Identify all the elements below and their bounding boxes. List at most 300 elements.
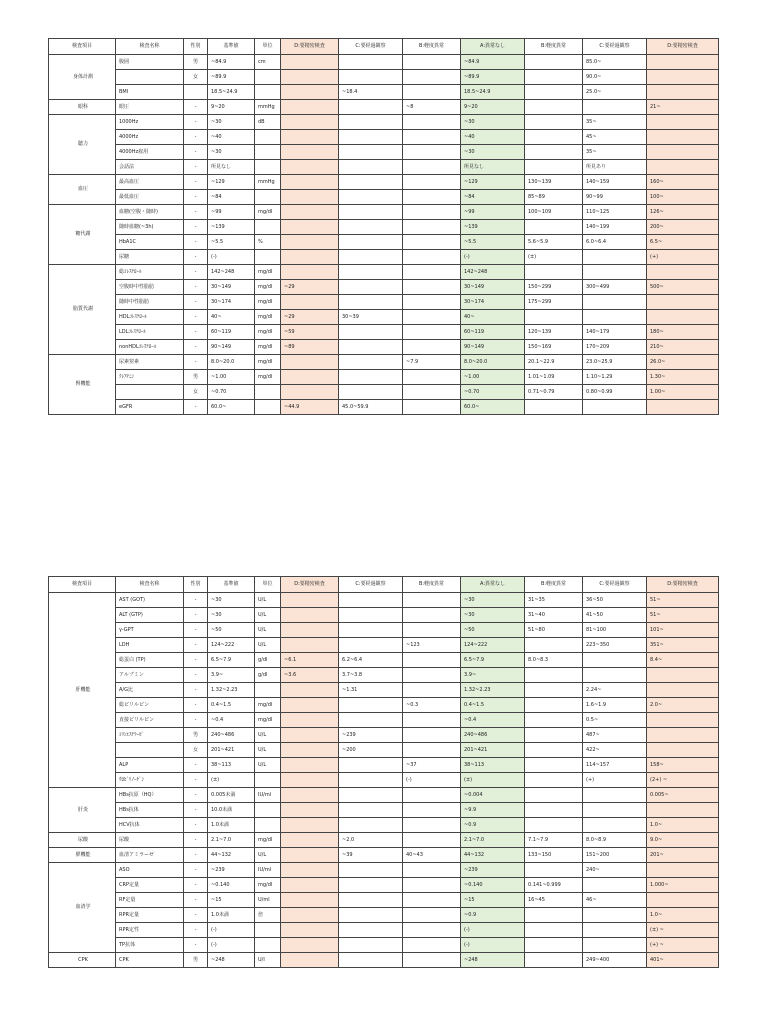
table-cell [281, 713, 339, 728]
table-cell [339, 325, 403, 340]
table-cell [525, 130, 583, 145]
table-cell [403, 863, 461, 878]
table-row [49, 100, 719, 115]
table-cell: 90~149 [461, 340, 525, 355]
table-cell [281, 698, 339, 713]
table-cell: 1.32~2.23 [461, 683, 525, 698]
table-row [49, 593, 719, 608]
table-cell: - [184, 325, 208, 340]
table-cell: HCV抗体 [116, 818, 184, 833]
table-cell [583, 250, 647, 265]
table-cell: 201~421 [208, 743, 255, 758]
table-cell [281, 863, 339, 878]
table-cell: 110~125 [583, 205, 647, 220]
table-cell: 女 [184, 385, 208, 400]
table-cell: 2.0~ [647, 698, 719, 713]
column-header: 性別 [184, 577, 208, 593]
table-cell: ~89.9 [461, 70, 525, 85]
table-cell: - [184, 235, 208, 250]
table-cell: RPR定性 [116, 923, 184, 938]
table-cell: 180~ [647, 325, 719, 340]
table-cell [403, 310, 461, 325]
category-cell: 糖代謝 [49, 205, 116, 265]
table-cell: 142~248 [461, 265, 525, 280]
table-cell: - [184, 608, 208, 623]
table-cell: 随時血糖(~3h) [116, 220, 184, 235]
table-cell [525, 818, 583, 833]
table-cell: - [184, 280, 208, 295]
table-cell [583, 668, 647, 683]
table-cell: (-) [461, 250, 525, 265]
table-cell [525, 145, 583, 160]
table-row [49, 758, 719, 773]
table-cell [525, 310, 583, 325]
table-cell: ~15 [461, 893, 525, 908]
table-cell: 170~209 [583, 340, 647, 355]
table-cell: 最低血圧 [116, 190, 184, 205]
category-cell: 血清学 [49, 863, 116, 953]
table-cell [403, 938, 461, 953]
table-row [49, 878, 719, 893]
table-cell: (-) [403, 773, 461, 788]
table-cell: 2.1~7.0 [208, 833, 255, 848]
table-cell [647, 85, 719, 100]
table-row [49, 310, 719, 325]
table-cell [255, 70, 281, 85]
table-cell [525, 638, 583, 653]
table-cell [184, 85, 208, 100]
table-cell: 30~149 [208, 280, 255, 295]
table-cell [403, 70, 461, 85]
table-cell: mmHg [255, 175, 281, 190]
table-cell [525, 758, 583, 773]
table-cell [403, 85, 461, 100]
table-cell [339, 638, 403, 653]
table-cell: BMI [116, 85, 184, 100]
table-cell: 500~ [647, 280, 719, 295]
table-cell [525, 773, 583, 788]
table-cell: ~129 [461, 175, 525, 190]
table-cell [403, 340, 461, 355]
table-cell [403, 385, 461, 400]
table-cell [525, 863, 583, 878]
table-row [49, 250, 719, 265]
table-cell [403, 400, 461, 415]
table-cell: 101~ [647, 623, 719, 638]
table-cell: ~5.5 [461, 235, 525, 250]
table-row [49, 953, 719, 968]
table-cell: 40~ [208, 310, 255, 325]
table-cell [525, 160, 583, 175]
table-cell: ~30 [208, 115, 255, 130]
table-cell: U/L [255, 593, 281, 608]
table-cell: 422~ [583, 743, 647, 758]
table-cell: 1.00~ [647, 385, 719, 400]
table-cell: (+) ~ [647, 938, 719, 953]
table-cell: 31~35 [525, 593, 583, 608]
table-cell: (±) ~ [647, 923, 719, 938]
table-cell: - [184, 758, 208, 773]
table-cell [339, 295, 403, 310]
table-cell [116, 743, 184, 758]
table-cell: 51~80 [525, 623, 583, 638]
table-cell [339, 385, 403, 400]
table-cell: アルブミン [116, 668, 184, 683]
table-cell [525, 728, 583, 743]
table-cell: g/dl [255, 668, 281, 683]
table-cell: - [184, 803, 208, 818]
table-cell: 151~200 [583, 848, 647, 863]
table-cell: LDH [116, 638, 184, 653]
table-cell [583, 295, 647, 310]
table-cell [281, 160, 339, 175]
table-cell: RF定量 [116, 893, 184, 908]
table-cell: - [184, 938, 208, 953]
table-cell: 249~400 [583, 953, 647, 968]
table-cell: 9~20 [208, 100, 255, 115]
table-cell: 487~ [583, 728, 647, 743]
table-cell [339, 130, 403, 145]
table-cell: 18.5~24.9 [208, 85, 255, 100]
table-cell: 85.0~ [583, 55, 647, 70]
table-cell: (+) [647, 250, 719, 265]
table-row [49, 145, 719, 160]
table-row [49, 833, 719, 848]
table-cell: ~99 [461, 205, 525, 220]
table-cell: 0.4~1.5 [208, 698, 255, 713]
category-cell: 脂質代謝 [49, 265, 116, 355]
table-cell [403, 878, 461, 893]
table-cell: nonHDLｺﾚｽﾃﾛｰﾙ [116, 340, 184, 355]
table-cell [647, 70, 719, 85]
table-cell: 30~174 [208, 295, 255, 310]
table-cell: ~139 [461, 220, 525, 235]
table-cell: 124~222 [461, 638, 525, 653]
table-cell: 1.32~2.23 [208, 683, 255, 698]
table-cell [525, 788, 583, 803]
column-header: 単位 [255, 577, 281, 593]
table-cell [339, 220, 403, 235]
table-row [49, 160, 719, 175]
table-cell: 男 [184, 370, 208, 385]
table-cell: (-) [461, 938, 525, 953]
table-cell [403, 280, 461, 295]
table-cell [647, 295, 719, 310]
category-cell: 血圧 [49, 175, 116, 205]
table-cell [403, 803, 461, 818]
table-cell: ~1.00 [461, 370, 525, 385]
table-cell: ~1.00 [208, 370, 255, 385]
table-cell [403, 893, 461, 908]
table-row [49, 668, 719, 683]
table-cell: ~30 [461, 608, 525, 623]
table-cell: ~7.9 [403, 355, 461, 370]
table-cell: RPR定量 [116, 908, 184, 923]
table-cell: 随時中性脂肪 [116, 295, 184, 310]
table-cell [281, 115, 339, 130]
table-cell [339, 803, 403, 818]
table-cell: HbA1C [116, 235, 184, 250]
table-cell [583, 265, 647, 280]
table-cell [525, 743, 583, 758]
column-header: B:軽度異常 [403, 577, 461, 593]
table-row [49, 698, 719, 713]
table-cell: (-) [208, 938, 255, 953]
table-cell: 所見あり [583, 160, 647, 175]
table-cell: U/L [255, 608, 281, 623]
table-cell: - [184, 250, 208, 265]
table-cell [339, 70, 403, 85]
table-cell: 2.24~ [583, 683, 647, 698]
table-cell: ~89 [281, 340, 339, 355]
table-cell [403, 653, 461, 668]
table-cell: ~5.5 [208, 235, 255, 250]
table-row [49, 608, 719, 623]
table-cell [403, 190, 461, 205]
table-row [49, 325, 719, 340]
column-header: A:異常なし [461, 39, 525, 55]
table-cell: ~1.31 [339, 683, 403, 698]
table-cell [583, 400, 647, 415]
table-cell: 44~132 [461, 848, 525, 863]
table-cell: ~30 [208, 608, 255, 623]
table-cell: 8.0~8.3 [525, 653, 583, 668]
table-cell [525, 698, 583, 713]
table-cell: ASO [116, 863, 184, 878]
table-cell: 158~ [647, 758, 719, 773]
table-cell: mg/dl [255, 280, 281, 295]
table-cell: 1.10~1.29 [583, 370, 647, 385]
table-cell: 総ｺﾚｽﾃﾛｰﾙ [116, 265, 184, 280]
table-cell: CRP定量 [116, 878, 184, 893]
table-cell: 8.0~20.0 [461, 355, 525, 370]
table-cell: mmHg [255, 100, 281, 115]
table-cell: 血糖(空腹・随時) [116, 205, 184, 220]
table-cell: - [184, 773, 208, 788]
table-cell [403, 833, 461, 848]
table-cell: 尿素窒素 [116, 355, 184, 370]
table-cell [116, 385, 184, 400]
table-cell: 175~299 [525, 295, 583, 310]
table-cell [281, 175, 339, 190]
table-cell: 40~43 [403, 848, 461, 863]
table-cell [339, 100, 403, 115]
column-header: C:要経過観察 [583, 577, 647, 593]
table-cell: ~0.004 [461, 788, 525, 803]
table-cell: 腹囲 [116, 55, 184, 70]
table-cell: 150~169 [525, 340, 583, 355]
table-row [49, 205, 719, 220]
table-cell: 21~ [647, 100, 719, 115]
table-cell: 1.01~1.09 [525, 370, 583, 385]
table-cell: 36~50 [583, 593, 647, 608]
column-header: 基準値 [208, 39, 255, 55]
table-row [49, 863, 719, 878]
table-cell [255, 160, 281, 175]
table-cell: ~0.9 [461, 818, 525, 833]
table-cell: - [184, 908, 208, 923]
table-cell: 60.0~ [208, 400, 255, 415]
table-row [49, 803, 719, 818]
table-2-body [49, 593, 719, 968]
table-cell: 201~ [647, 848, 719, 863]
table-cell [339, 55, 403, 70]
table-cell: - [184, 863, 208, 878]
table-cell: ~44.9 [281, 400, 339, 415]
table-cell: γ-GPT [116, 623, 184, 638]
table-cell: - [184, 923, 208, 938]
table-cell [255, 803, 281, 818]
table-cell [647, 893, 719, 908]
table-cell [583, 310, 647, 325]
table-cell: (-) [208, 250, 255, 265]
table-row [49, 848, 719, 863]
table-cell: 140~179 [583, 325, 647, 340]
column-header: 基準値 [208, 577, 255, 593]
table-cell [281, 370, 339, 385]
table-row [49, 355, 719, 370]
table-cell [281, 250, 339, 265]
table-cell [647, 115, 719, 130]
table-cell [647, 55, 719, 70]
table-cell [525, 908, 583, 923]
table-cell: 1.6~1.9 [583, 698, 647, 713]
table-cell [281, 788, 339, 803]
table-row [49, 893, 719, 908]
table-cell: - [184, 145, 208, 160]
table-row [49, 788, 719, 803]
table-cell [281, 758, 339, 773]
table-cell: 140~199 [583, 220, 647, 235]
table-cell: 26.0~ [647, 355, 719, 370]
table-cell: ~39 [339, 848, 403, 863]
table-cell [525, 400, 583, 415]
table-cell: 4000Hz雇用 [116, 145, 184, 160]
table-cell: cm [255, 55, 281, 70]
table-cell [339, 863, 403, 878]
table-cell: ~29 [281, 310, 339, 325]
column-header: D:要精密検査 [647, 577, 719, 593]
table-cell: (±) [461, 773, 525, 788]
table-cell [403, 325, 461, 340]
table-cell: 0.71~0.79 [525, 385, 583, 400]
table-cell [403, 160, 461, 175]
table-cell: ~248 [208, 953, 255, 968]
table-cell: 会話法 [116, 160, 184, 175]
table-cell: 総ビリルビン [116, 698, 184, 713]
column-header: B:軽度異常 [525, 39, 583, 55]
table-cell: - [184, 130, 208, 145]
table-row [49, 220, 719, 235]
table-cell [583, 653, 647, 668]
table-cell: ~6.1 [281, 653, 339, 668]
table-cell: U/L [255, 743, 281, 758]
table-cell: - [184, 848, 208, 863]
table-cell [583, 908, 647, 923]
table-cell: 9.0~ [647, 833, 719, 848]
table-cell: 30~149 [461, 280, 525, 295]
table-cell: 45~ [583, 130, 647, 145]
table-cell: 直接ビリルビン [116, 713, 184, 728]
table-cell [281, 938, 339, 953]
table-cell [647, 668, 719, 683]
table-cell: 0.80~0.99 [583, 385, 647, 400]
table-cell: (-) [461, 923, 525, 938]
table-cell [339, 593, 403, 608]
table-cell [403, 220, 461, 235]
table-2-header-row [49, 577, 719, 593]
table-cell: 38~113 [461, 758, 525, 773]
table-cell: ~89.9 [208, 70, 255, 85]
table-cell [525, 713, 583, 728]
table-cell: ~123 [403, 638, 461, 653]
table-cell: - [184, 638, 208, 653]
table-cell: 90~149 [208, 340, 255, 355]
table-cell: ~0.140 [208, 878, 255, 893]
table-row [49, 623, 719, 638]
table-cell [339, 758, 403, 773]
table-cell [525, 115, 583, 130]
table-cell: - [184, 713, 208, 728]
table-cell: 51~ [647, 593, 719, 608]
table-cell: % [255, 235, 281, 250]
table-cell: - [184, 878, 208, 893]
table-cell: - [184, 623, 208, 638]
category-cell: CPK [49, 953, 116, 968]
table-cell [403, 953, 461, 968]
table-cell [281, 923, 339, 938]
table-cell: 9~20 [461, 100, 525, 115]
table-cell [339, 175, 403, 190]
table-cell: 1.0未満 [208, 908, 255, 923]
table-cell [339, 280, 403, 295]
table-cell [403, 370, 461, 385]
table-cell: 1.0~ [647, 818, 719, 833]
table-cell: 1.0未満 [208, 818, 255, 833]
table-cell: - [184, 160, 208, 175]
table-cell: 133~150 [525, 848, 583, 863]
table-cell [647, 310, 719, 325]
category-cell: 尿酸 [49, 833, 116, 848]
table-cell: ~30 [461, 593, 525, 608]
table-cell: 血清アミラーゼ [116, 848, 184, 863]
table-cell: ~239 [339, 728, 403, 743]
table-cell [255, 400, 281, 415]
table-cell: 6.5~ [647, 235, 719, 250]
table-cell [525, 668, 583, 683]
table-cell: 240~486 [461, 728, 525, 743]
table-cell: 100~109 [525, 205, 583, 220]
table-cell: 尿酸 [116, 833, 184, 848]
table-cell: ~37 [403, 758, 461, 773]
table-cell: mg/dl [255, 325, 281, 340]
table-cell: 男 [184, 728, 208, 743]
table-cell [281, 85, 339, 100]
table-cell: - [184, 818, 208, 833]
table-cell [525, 100, 583, 115]
table-cell [525, 938, 583, 953]
table-cell: ~2.0 [339, 833, 403, 848]
table-cell [281, 833, 339, 848]
table-cell: ~84.9 [208, 55, 255, 70]
table-cell [255, 220, 281, 235]
table-row [49, 743, 719, 758]
table-cell: ~30 [461, 145, 525, 160]
column-header: D:要精密検査 [281, 39, 339, 55]
table-cell [281, 683, 339, 698]
table-cell [281, 385, 339, 400]
table-cell: ~248 [461, 953, 525, 968]
